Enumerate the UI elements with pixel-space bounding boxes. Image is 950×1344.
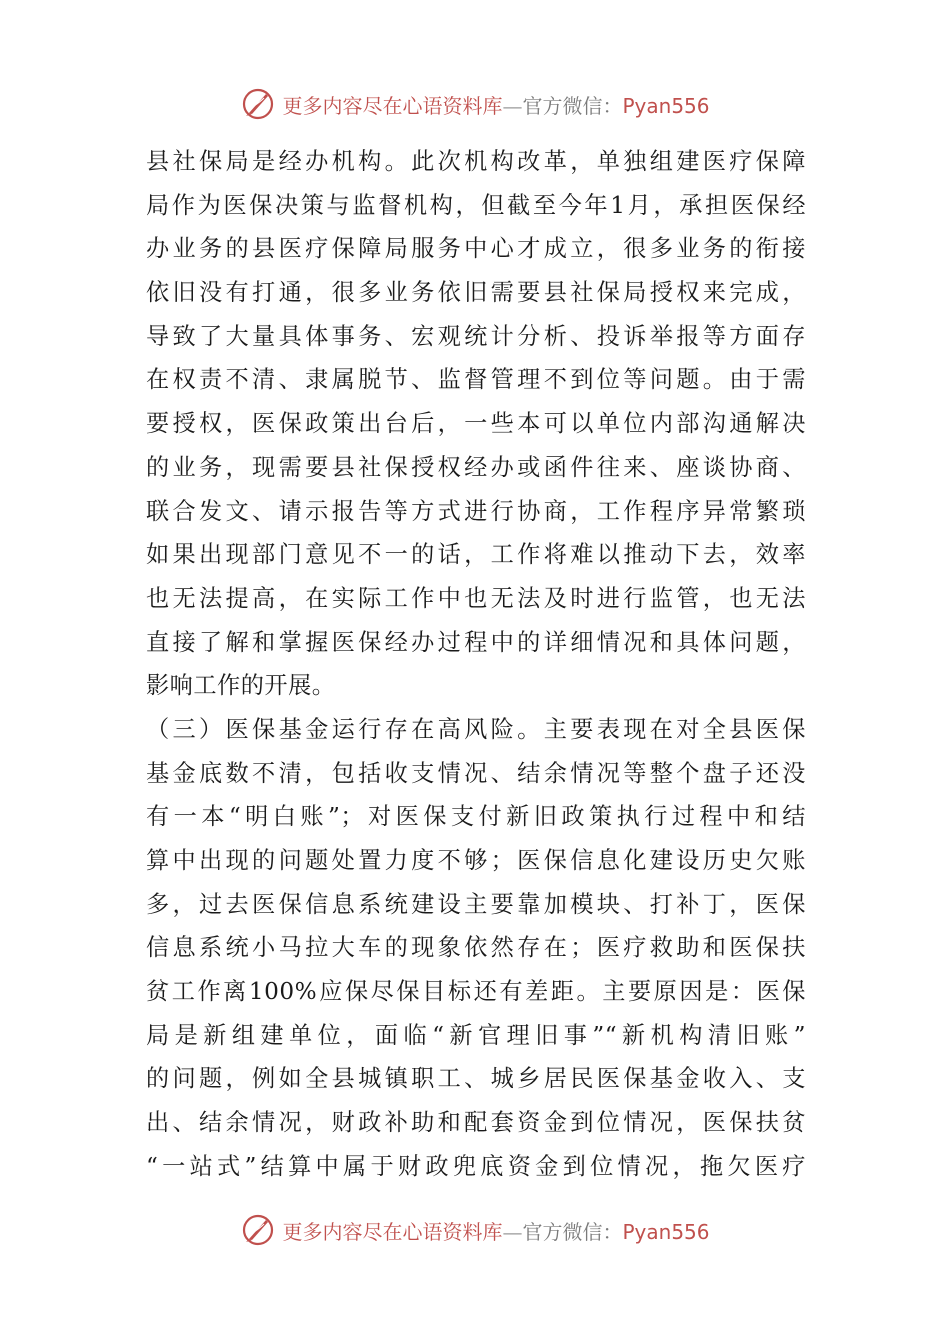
- body-line: 县社保局是经办机构。此次机构改革，单独组建医疗保障: [146, 148, 806, 175]
- body-line: 多，过去医保信息系统建设主要靠加模块、打补丁，医保: [146, 890, 806, 918]
- watermark-footer: [0, 1210, 950, 1250]
- body-line: 导致了大量具体事务、宏观统计分析、投诉举报等方面存: [146, 322, 806, 350]
- watermark-header: [0, 84, 950, 124]
- body-line: 有一本“明白账”；对医保支付新旧政策执行过程中和结: [146, 803, 806, 831]
- watermark-separator: —: [502, 93, 523, 118]
- watermark-text: [282, 90, 709, 119]
- body-line: 的问题，例如全县城镇职工、城乡居民医保基金收入、支: [146, 1065, 806, 1093]
- watermark-brand: 更多内容尽在心语资料库: [282, 1219, 503, 1244]
- watermark-wechat-id: Pyan556: [622, 93, 710, 118]
- body-line: 局是新组建单位，面临“新官理旧事”“新机构清旧账”: [146, 1021, 806, 1049]
- body-line: 信息系统小马拉大车的现象依然存在；医疗救助和医保扶: [146, 934, 806, 962]
- watermark-wechat-label: 官方微信：: [522, 93, 623, 118]
- body-line: 也无法提高，在实际工作中也无法及时进行监管，也无法: [146, 584, 806, 612]
- body-line: 联合发文、请示报告等方式进行协商，工作程序异常繁琐: [146, 497, 806, 525]
- watermark-text: [282, 1216, 709, 1245]
- body-line: 在权责不清、隶属脱节、监督管理不到位等问题。由于需: [146, 366, 806, 394]
- body-line: 基金底数不清，包括收支情况、结余情况等整个盘子还没: [146, 759, 806, 787]
- watermark-wechat-id: Pyan556: [622, 1219, 710, 1244]
- body-line: （三）医保基金运行存在高风险。主要表现在对全县医保: [146, 715, 806, 743]
- body-line: 要授权，医保政策出台后，一些本可以单位内部沟通解决: [146, 410, 806, 438]
- watermark-wechat-label: 官方微信：: [522, 1219, 623, 1244]
- body-line: 出、结余情况，财政补助和配套资金到位情况，医保扶贫: [146, 1109, 806, 1137]
- body-line: 如果出现部门意见不一的话，工作将难以推动下去，效率: [146, 541, 806, 569]
- watermark-brand: 更多内容尽在心语资料库: [282, 93, 503, 118]
- body-line: “一站式”结算中属于财政兜底资金到位情况，拖欠医疗: [146, 1152, 806, 1180]
- body-line: 直接了解和掌握医保经办过程中的详细情况和具体问题，: [146, 628, 806, 656]
- body-line: 局作为医保决策与监督机构，但截至今年1月，承担医保经: [146, 191, 806, 219]
- body-line: 办业务的县医疗保障局服务中心才成立，很多业务的衔接: [146, 235, 806, 263]
- body-line: 依旧没有打通，很多业务依旧需要县社保局授权来完成，: [146, 279, 806, 307]
- body-line: 影响工作的开展。: [146, 672, 336, 700]
- body-line: 的业务，现需要县社保授权经办或函件往来、座谈协商、: [146, 453, 806, 481]
- quill-logo-icon: [240, 1212, 276, 1248]
- body-line: 贫工作离100%应保尽保目标还有差距。主要原因是：医保: [146, 978, 806, 1006]
- body-line: 算中出现的问题处置力度不够；医保信息化建设历史欠账: [146, 847, 806, 874]
- watermark-separator: —: [502, 1219, 523, 1244]
- document-body: [146, 140, 806, 1189]
- quill-logo-icon: [240, 86, 276, 122]
